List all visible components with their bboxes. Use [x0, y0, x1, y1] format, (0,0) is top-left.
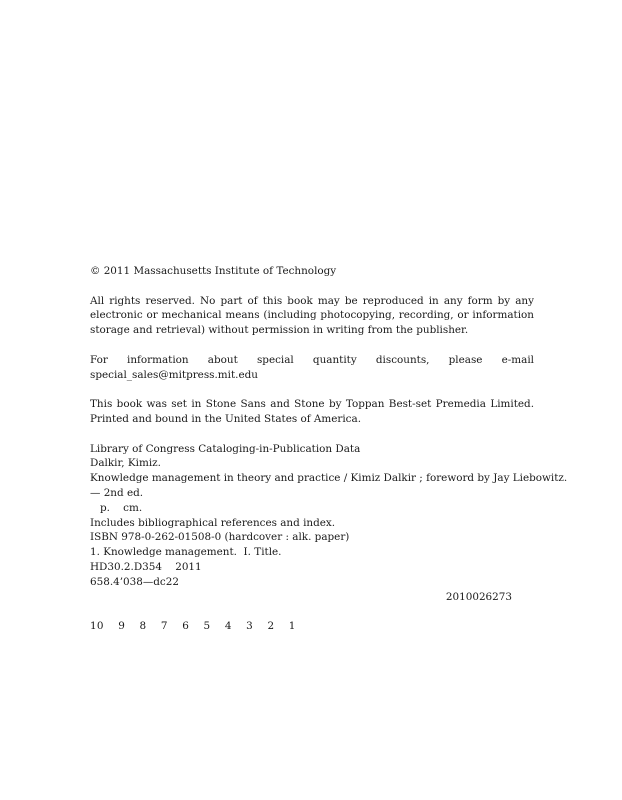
- cip-subjects: 1. Knowledge management. I. Title.: [90, 546, 282, 559]
- cip-lc-class: HD30.2.D354 2011: [90, 560, 202, 573]
- cip-isbn: ISBN 978-0-262-01508-0 (hardcover : alk. paper): [90, 531, 350, 544]
- cip-edition: — 2nd ed.: [90, 486, 144, 499]
- cip-author: Dalkir, Kimiz.: [90, 457, 161, 470]
- cip-data-block: [90, 442, 568, 605]
- print-line: 10 9 8 7 6 5 4 3 2 1: [90, 620, 296, 633]
- copyright-page: [90, 264, 568, 634]
- cip-pagination: p. cm.: [100, 501, 143, 514]
- cip-notes: Includes bibliographical references and index.: [90, 516, 336, 529]
- rights-paragraph: All rights reserved. No part of this book may be reproduced in any form by any electronic or mechanical means (including photocopying, recording, or information storage and retrieval) without permission in writing from the publisher.: [90, 294, 534, 337]
- typeset-paragraph: This book was set in Stone Sans and Stone by Toppan Best-set Premedia Limited. Printed and bound in the United States of America.: [90, 398, 534, 425]
- cip-lccn: 2010026273: [445, 590, 512, 603]
- copyright-notice: © 2011 Massachusetts Institute of Technology: [90, 265, 337, 277]
- discounts-paragraph: For information about special quantity discounts, please e-mail special_sales@mitpress.mit.edu: [90, 353, 534, 381]
- cip-title-line: Knowledge management in theory and practice / Kimiz Dalkir ; foreword by Jay Liebowitz.: [90, 472, 568, 485]
- cip-dewey: 658.4’038—dc22: [90, 575, 179, 588]
- cip-heading: Library of Congress Cataloging-in-Publication Data: [90, 442, 361, 455]
